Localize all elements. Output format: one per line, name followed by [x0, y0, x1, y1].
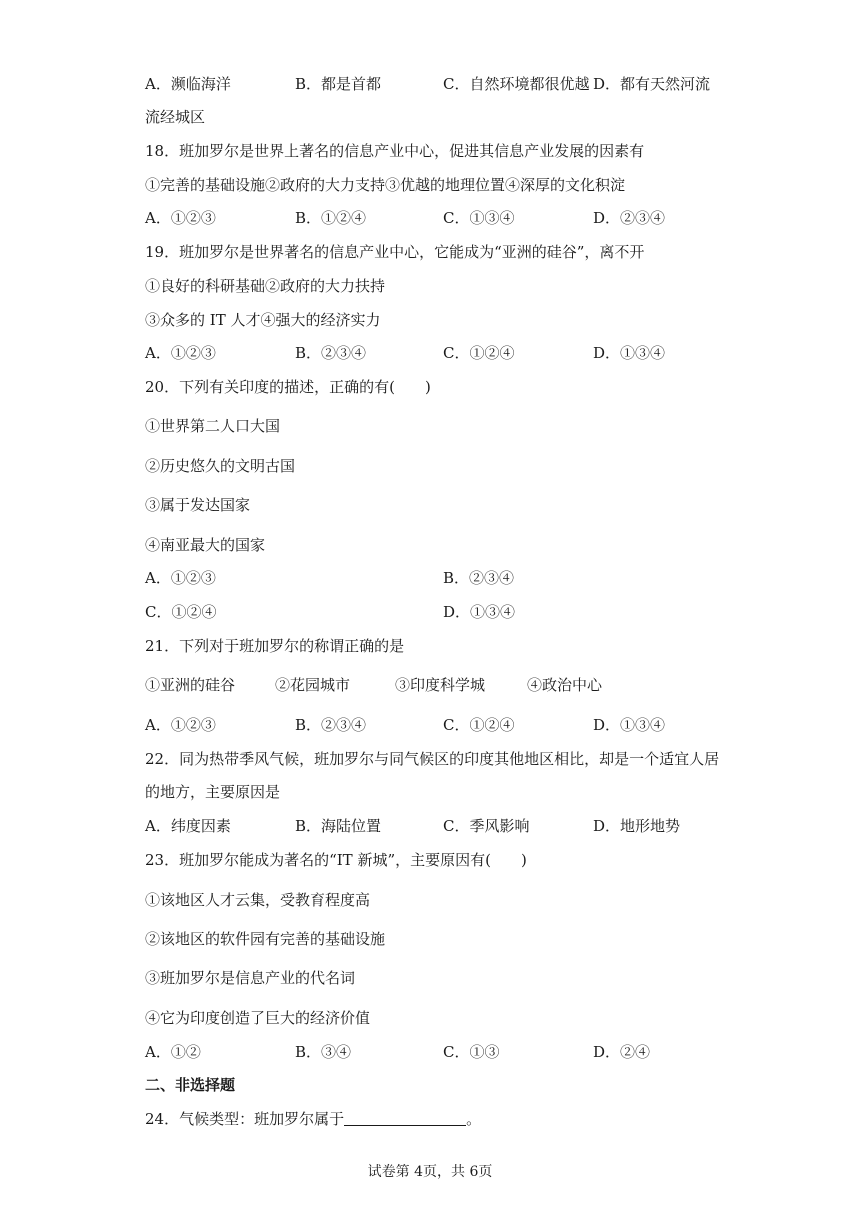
q17-option-d[interactable]: D．都有天然河流 — [593, 75, 711, 93]
q18-choices: ①完善的基础设施②政府的大力支持③优越的地理位置④深厚的文化积淀 — [145, 176, 626, 194]
q22-option-c[interactable]: C．季风影响 — [443, 817, 530, 835]
q24-stem: 24．气候类型：班加罗尔属于 — [145, 1110, 345, 1128]
q20-item-3: ③属于发达国家 — [145, 496, 251, 514]
q21-item-3: ③印度科学城 — [395, 676, 486, 694]
q19-choices-1: ①良好的科研基础②政府的大力扶持 — [145, 277, 386, 295]
q22-stem-continued: 的地方，主要原因是 — [145, 783, 281, 801]
q24-line — [145, 1108, 820, 1130]
q20-item-1: ①世界第二人口大国 — [145, 417, 281, 435]
q20-option-a[interactable]: A．①②③ — [145, 569, 216, 587]
q23-item-2: ②该地区的软件园有完善的基础设施 — [145, 930, 386, 948]
q22-stem: 22．同为热带季风气候，班加罗尔与同气候区的印度其他地区相比，却是一个适宜人居 — [145, 750, 720, 768]
q23-option-a[interactable]: A．①② — [145, 1043, 201, 1061]
q20-item-4: ④南亚最大的国家 — [145, 536, 266, 554]
q19-choices-2: ③众多的 IT 人才④强大的经济实力 — [145, 311, 381, 329]
q23-option-d[interactable]: D．②④ — [593, 1043, 651, 1061]
q23-stem: 23．班加罗尔能成为著名的“IT 新城”，主要原因有( ) — [145, 851, 527, 869]
page-footer: 试卷第 4页，共 6页 — [367, 1164, 493, 1180]
q21-option-b[interactable]: B．②③④ — [295, 716, 367, 734]
q21-option-d[interactable]: D．①③④ — [593, 716, 666, 734]
q18-option-b[interactable]: B．①②④ — [295, 209, 367, 227]
q21-stem: 21．下列对于班加罗尔的称谓正确的是 — [145, 637, 405, 655]
q20-option-d[interactable]: D．①③④ — [443, 603, 516, 621]
q19-option-b[interactable]: B．②③④ — [295, 344, 367, 362]
q21-option-c[interactable]: C．①②④ — [443, 716, 515, 734]
q18-option-d[interactable]: D．②③④ — [593, 209, 666, 227]
q17-option-b[interactable]: B．都是首都 — [295, 75, 382, 93]
q17-option-d-continued: 流经城区 — [145, 108, 206, 126]
q23-option-c[interactable]: C．①③ — [443, 1043, 500, 1061]
q22-option-b[interactable]: B．海陆位置 — [295, 817, 382, 835]
q19-stem: 19．班加罗尔是世界著名的信息产业中心，它能成为“亚洲的硅谷”，离不开 — [145, 243, 645, 261]
q23-item-4: ④它为印度创造了巨大的经济价值 — [145, 1009, 371, 1027]
q18-stem: 18．班加罗尔是世界上著名的信息产业中心，促进其信息产业发展的因素有 — [145, 142, 645, 160]
q21-item-1: ①亚洲的硅谷 — [145, 676, 236, 694]
q20-stem: 20．下列有关印度的描述，正确的有( ) — [145, 378, 431, 396]
q17-option-a[interactable]: A．濒临海洋 — [145, 75, 231, 93]
q18-option-c[interactable]: C．①③④ — [443, 209, 515, 227]
section-heading: 二、非选择题 — [145, 1076, 236, 1094]
q24-end: 。 — [466, 1110, 482, 1128]
q19-option-a[interactable]: A．①②③ — [145, 344, 216, 362]
q22-option-a[interactable]: A．纬度因素 — [145, 817, 231, 835]
q24-answer-blank[interactable] — [344, 1110, 466, 1126]
q21-item-4: ④政治中心 — [527, 676, 603, 694]
q19-option-c[interactable]: C．①②④ — [443, 344, 515, 362]
q23-item-3: ③班加罗尔是信息产业的代名词 — [145, 969, 356, 987]
q20-item-2: ②历史悠久的文明古国 — [145, 457, 296, 475]
q23-option-b[interactable]: B．③④ — [295, 1043, 352, 1061]
q22-option-d[interactable]: D．地形地势 — [593, 817, 681, 835]
q23-item-1: ①该地区人才云集，受教育程度高 — [145, 891, 371, 909]
q19-option-d[interactable]: D．①③④ — [593, 344, 666, 362]
q21-option-a[interactable]: A．①②③ — [145, 716, 216, 734]
q20-option-b[interactable]: B．②③④ — [443, 569, 515, 587]
q20-option-c[interactable]: C．①②④ — [145, 603, 217, 621]
q18-option-a[interactable]: A．①②③ — [145, 209, 216, 227]
q21-item-2: ②花园城市 — [275, 676, 351, 694]
q17-option-c[interactable]: C．自然环境都很优越 — [443, 75, 590, 93]
